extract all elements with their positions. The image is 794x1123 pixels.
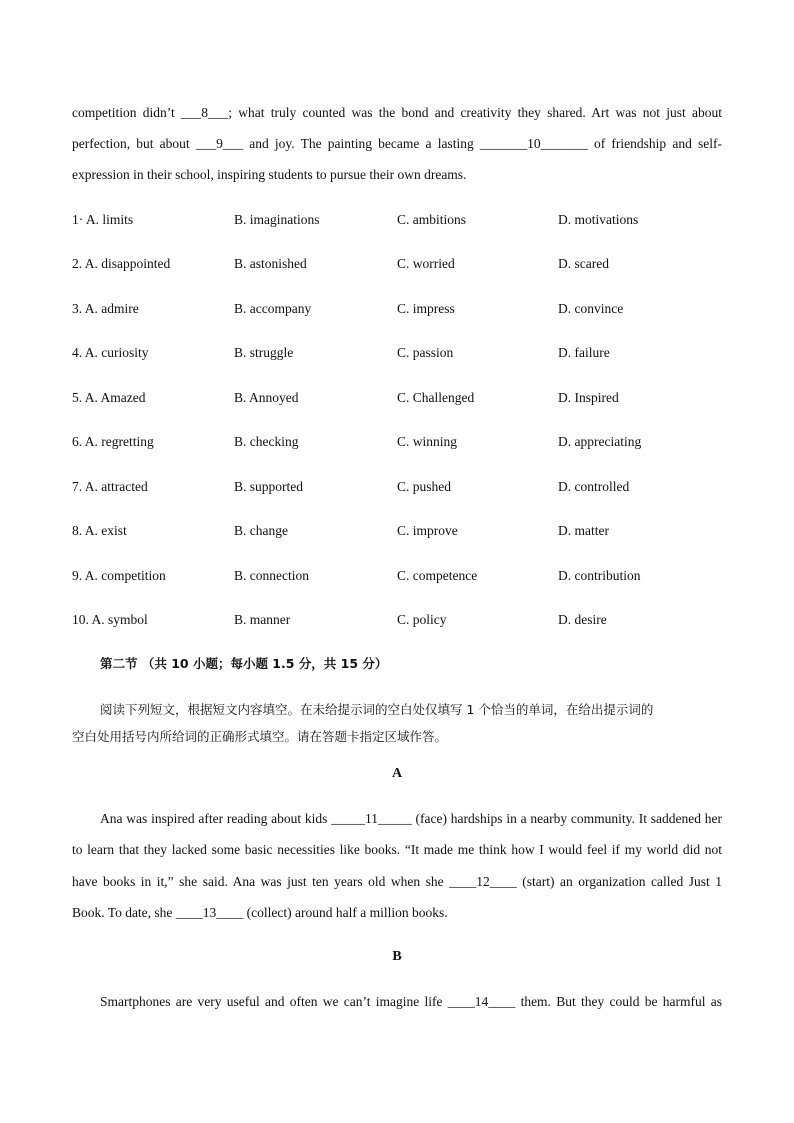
option-row-7 [72, 478, 732, 496]
passage-a-line-4: Book. To date, she ____13____ (collect) around half a million books. [72, 905, 448, 920]
option-7c: C. pushed [397, 479, 451, 494]
option-10c: C. policy [397, 612, 447, 627]
option-row-4 [72, 344, 732, 362]
option-3c: C. impress [397, 301, 455, 316]
option-row-3 [72, 300, 732, 318]
option-8d: D. matter [558, 523, 609, 538]
option-10a: 10. A. symbol [72, 612, 148, 627]
option-8a: 8. A. exist [72, 523, 127, 538]
passage-line-2: perfection, but about ___9___ and joy. The painting became a lasting _______10_______ of friendship and self- [72, 136, 722, 151]
option-9b: B. connection [234, 568, 309, 583]
option-1a: 1· A. limits [72, 212, 134, 227]
instructions-line-1: 阅读下列短文，根据短文内容填空。在未给提示词的空白处仅填写 1 个恰当的单词，在给出提示词的 [100, 702, 654, 717]
option-3d: D. convince [558, 301, 624, 316]
passage-b-line-1: Smartphones are very useful and often we can’t imagine life ____14____ them. But they could be harmful as [100, 994, 722, 1009]
blank-12: ____12____ [449, 874, 517, 889]
option-8b: B. change [234, 523, 288, 538]
option-1b: B. imaginations [234, 212, 320, 227]
option-row-9 [72, 567, 732, 585]
option-9d: D. contribution [558, 568, 641, 583]
option-2d: D. scared [558, 256, 609, 271]
option-5b: B. Annoyed [234, 390, 299, 405]
option-2a: 2. A. disappointed [72, 256, 171, 271]
option-row-6 [72, 433, 732, 451]
option-9a: 9. A. competition [72, 568, 166, 583]
blank-13: ____13____ [175, 905, 244, 920]
option-5a: 5. A. Amazed [72, 390, 146, 405]
passage-a-line-3: have books in it,” she said. Ana was just ten years old when she ____12____ (start) an organization called Just 1 [72, 874, 722, 889]
passage-line-1: competition didn’t ___8___; what truly counted was the bond and creativity they shared. Art was not just about [72, 105, 722, 120]
option-7a: 7. A. attracted [72, 479, 148, 494]
passage-a-heading: A [391, 766, 403, 781]
option-7d: D. controlled [558, 479, 630, 494]
option-4a: 4. A. curiosity [72, 345, 149, 360]
passage-a-line-1: Ana was inspired after reading about kids _____11_____ (face) hardships in a nearby community. It saddened her [100, 811, 722, 826]
instructions-line-2: 空白处用括号内所给词的正确形式填空。请在答题卡指定区域作答。 [72, 729, 448, 744]
option-row-2 [72, 255, 732, 273]
option-2c: C. worried [397, 256, 455, 271]
blank-9: ___9___ [195, 136, 244, 151]
option-1c: C. ambitions [397, 212, 467, 227]
option-6c: C. winning [397, 434, 458, 449]
passage-a-line-2: to learn that they lacked some basic necessities like books. “It made me think how I would feel if my world did not [72, 842, 722, 857]
option-6b: B. checking [234, 434, 299, 449]
blank-8: ___8___ [181, 105, 229, 120]
option-3a: 3. A. admire [72, 301, 139, 316]
option-5c: C. Challenged [397, 390, 475, 405]
option-9c: C. competence [397, 568, 478, 583]
option-4c: C. passion [397, 345, 454, 360]
option-10b: B. manner [234, 612, 291, 627]
blank-10: _______10_______ [479, 136, 588, 151]
blank-14: ____14____ [447, 994, 516, 1009]
option-2b: B. astonished [234, 256, 307, 271]
option-row-8 [72, 522, 732, 540]
option-7b: B. supported [234, 479, 303, 494]
passage-line-3: expression in their school, inspiring students to pursue their own dreams. [72, 167, 467, 182]
option-5d: D. Inspired [558, 390, 619, 405]
option-row-10 [72, 611, 732, 629]
option-1d: D. motivations [558, 212, 639, 227]
blank-11: _____11_____ [331, 811, 412, 826]
option-4d: D. failure [558, 345, 610, 360]
option-3b: B. accompany [234, 301, 312, 316]
option-10d: D. desire [558, 612, 607, 627]
section-title: 第二节 （共 10 小题；每小题 1.5 分，共 15 分） [100, 656, 388, 671]
option-6a: 6. A. regretting [72, 434, 154, 449]
passage-b-heading: B [392, 949, 402, 964]
option-8c: C. improve [397, 523, 458, 538]
option-6d: D. appreciating [558, 434, 642, 449]
option-4b: B. struggle [234, 345, 294, 360]
option-row-5 [72, 389, 732, 407]
option-row-1 [72, 211, 732, 229]
